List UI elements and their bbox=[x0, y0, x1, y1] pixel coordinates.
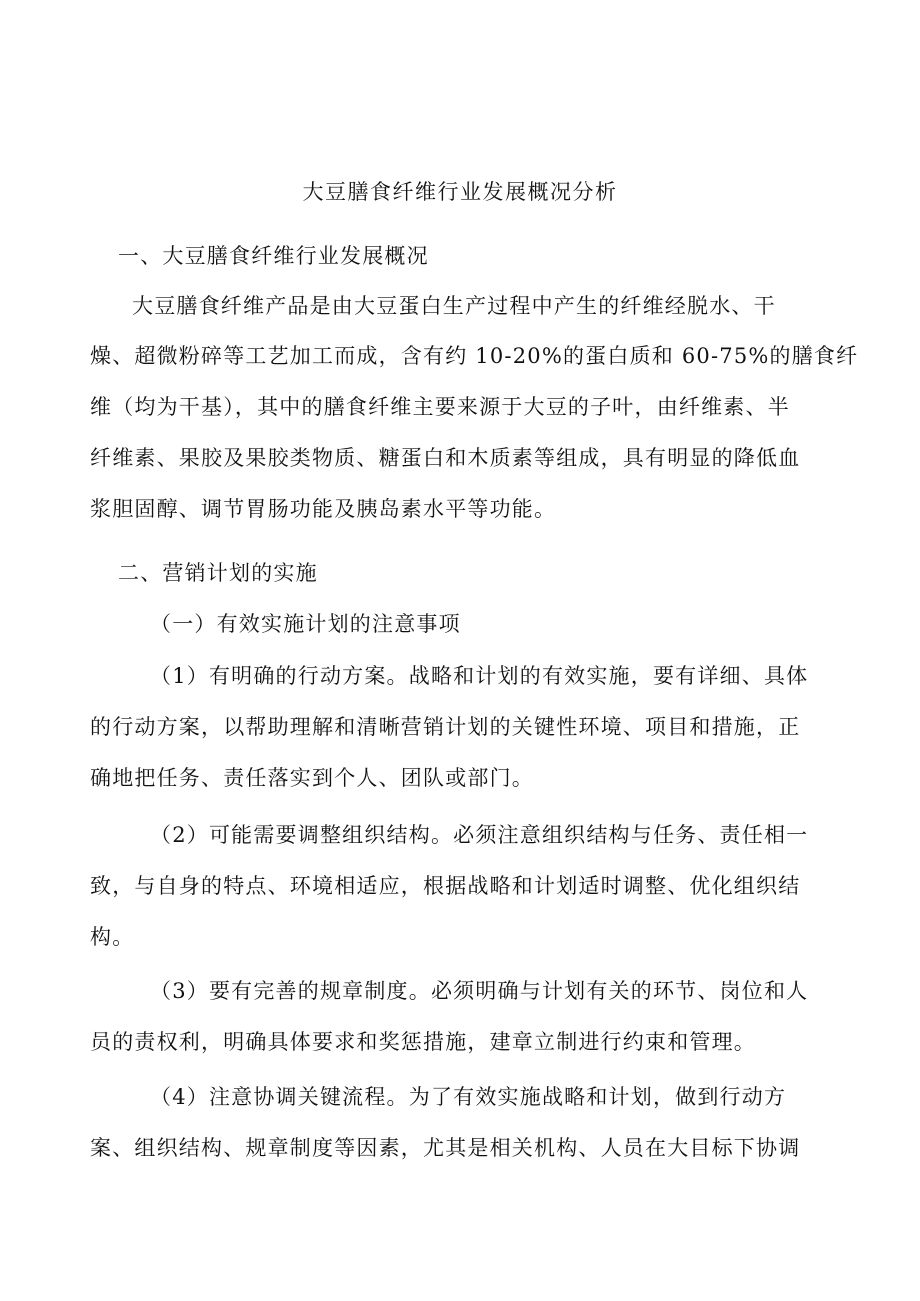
item2-line-1: （2）可能需要调整组织结构。必须注意组织结构与任务、责任相一 bbox=[150, 823, 809, 847]
section2-heading: 二、营销计划的实施 bbox=[118, 561, 318, 585]
document-title: 大豆膳食纤维行业发展概况分析 bbox=[302, 180, 618, 204]
item3-line-1: （3）要有完善的规章制度。必须明确与计划有关的环节、岗位和人 bbox=[150, 979, 809, 1003]
section2-subheading: （一）有效实施计划的注意事项 bbox=[150, 612, 461, 636]
section1-paragraph-line-3: 维（均为干基），其中的膳食纤维主要来源于大豆的子叶，由纤维素、半 bbox=[90, 395, 790, 419]
item2-line-2: 致，与自身的特点、环境相适应，根据战略和计划适时调整、优化组织结 bbox=[90, 874, 801, 898]
item4-line-2: 案、组织结构、规章制度等因素，尤其是相关机构、人员在大目标下协调 bbox=[90, 1136, 801, 1160]
item2-line-3: 构。 bbox=[90, 925, 135, 949]
section1-paragraph-line-4: 纤维素、果胶及果胶类物质、糖蛋白和木质素等组成，具有明显的降低血 bbox=[90, 446, 801, 470]
section1-paragraph-line-2: 燥、超微粉碎等工艺加工而成，含有约 10-20%的蛋白质和 60-75%的膳食纤 bbox=[90, 344, 859, 368]
section1-heading: 一、大豆膳食纤维行业发展概况 bbox=[118, 244, 429, 268]
item1-line-1: （1）有明确的行动方案。战略和计划的有效实施，要有详细、具体 bbox=[150, 664, 809, 688]
item4-line-1: （4）注意协调关键流程。为了有效实施战略和计划，做到行动方 bbox=[150, 1085, 787, 1109]
item3-line-2: 员的责权利，明确具体要求和奖惩措施，建章立制进行约束和管理。 bbox=[90, 1030, 756, 1054]
section1-paragraph-line-1: 大豆膳食纤维产品是由大豆蛋白生产过程中产生的纤维经脱水、干 bbox=[132, 294, 776, 318]
section1-paragraph-line-5: 浆胆固醇、调节胃肠功能及胰岛素水平等功能。 bbox=[90, 497, 557, 521]
item1-line-3: 确地把任务、责任落实到个人、团队或部门。 bbox=[90, 766, 534, 790]
item1-line-2: 的行动方案，以帮助理解和清晰营销计划的关键性环境、项目和措施，正 bbox=[90, 715, 801, 739]
